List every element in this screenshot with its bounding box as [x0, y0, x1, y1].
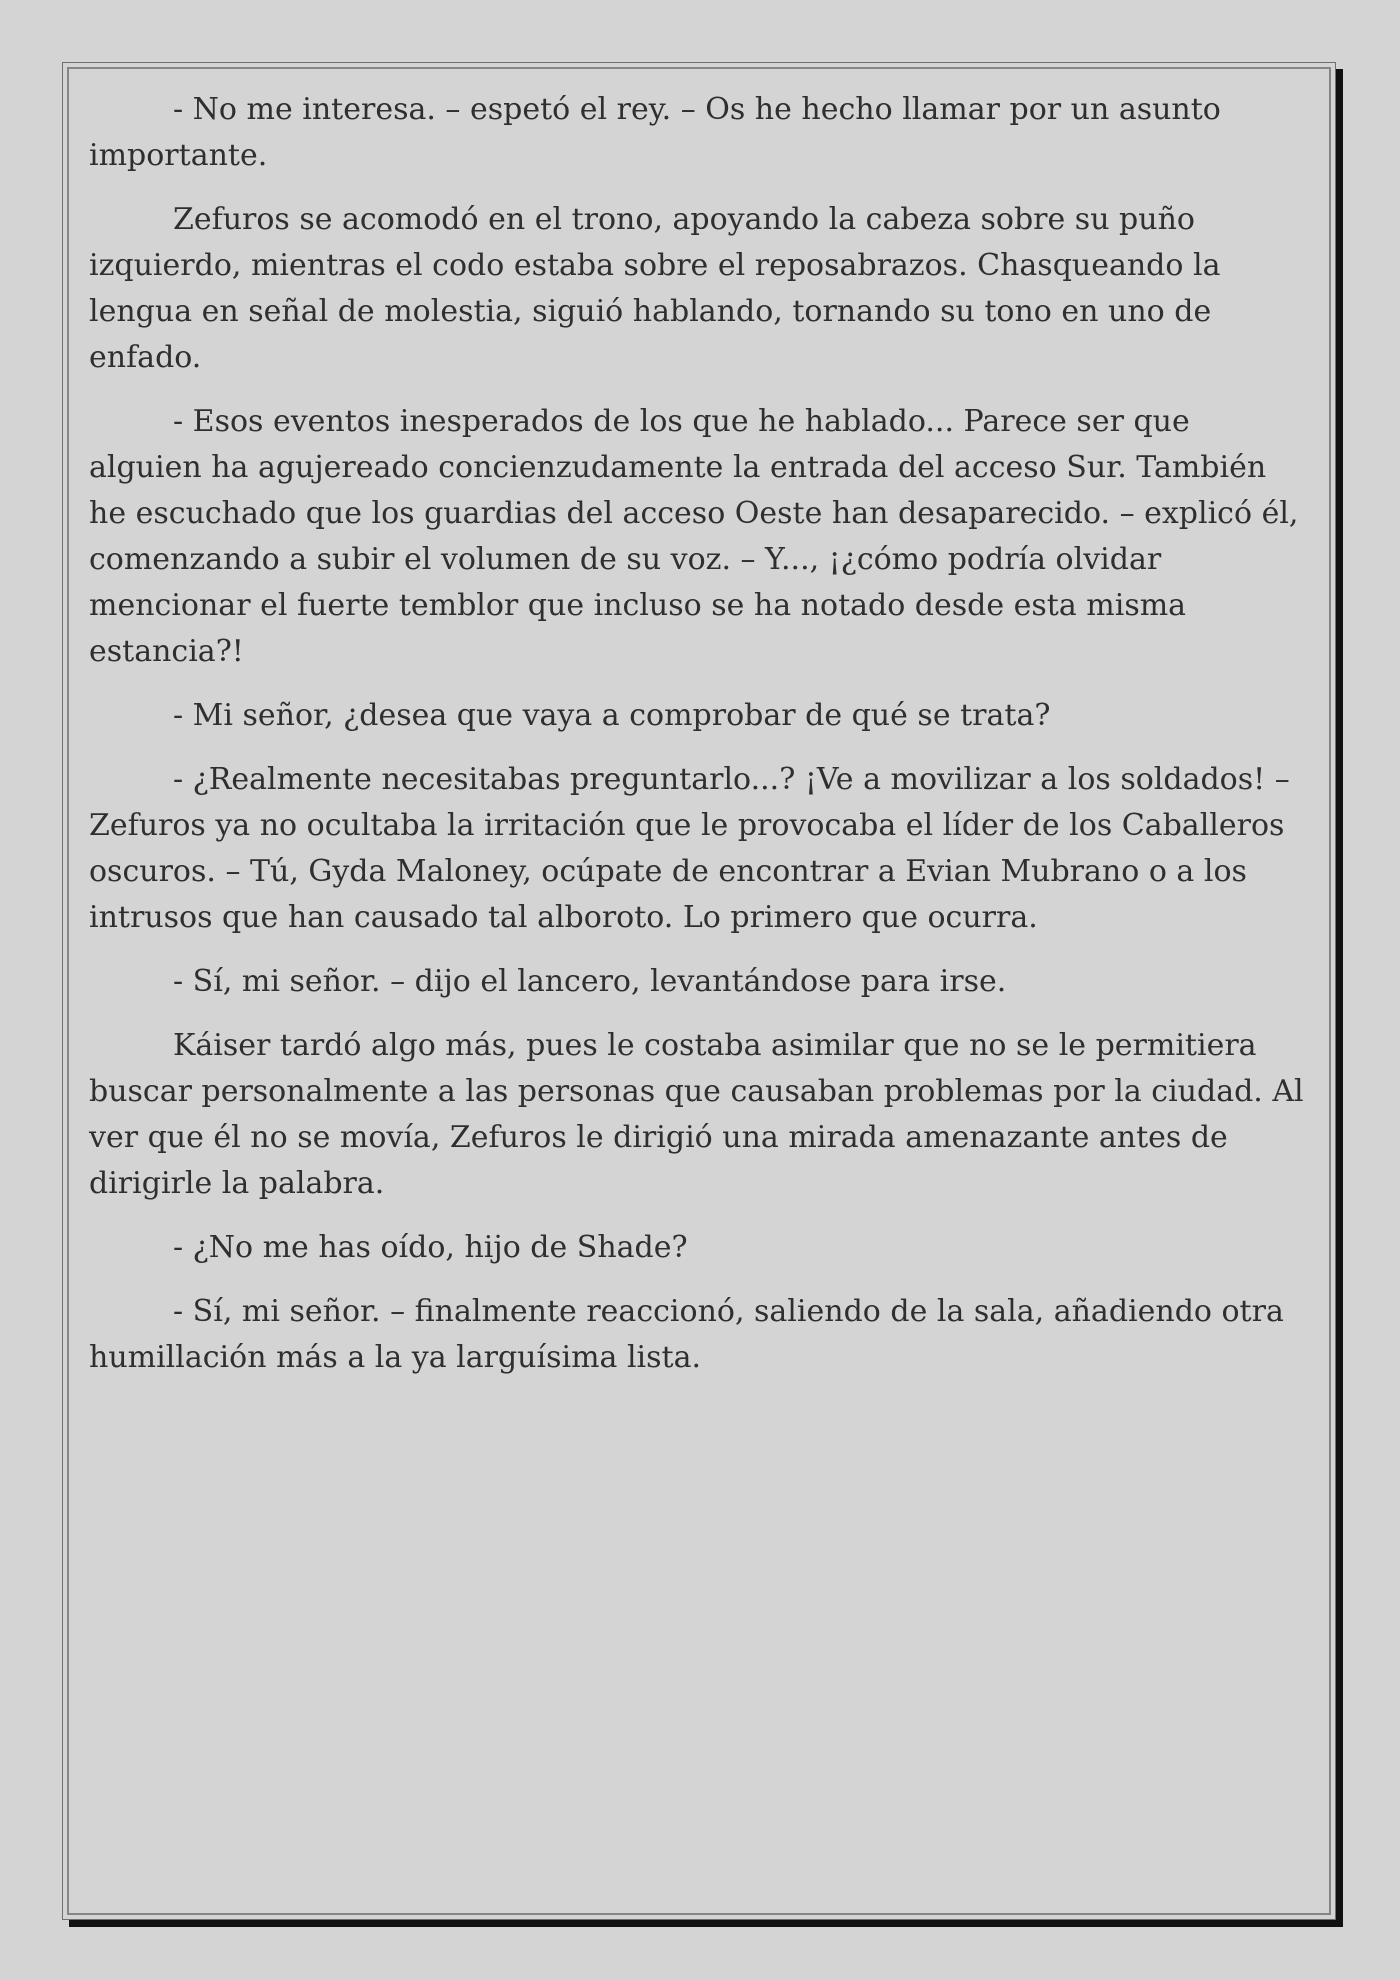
paragraph-4: - Mi señor, ¿desea que vaya a comprobar de qué se trata?	[173, 698, 1051, 733]
paragraph-6: - Sí, mi señor. – dijo el lancero, levantándose para irse.	[173, 964, 1007, 999]
paragraph-1: - No me interesa. – espetó el rey. – Os he hecho llamar por un asunto importante.	[89, 92, 1221, 173]
paragraph-5: - ¿Realmente necesitabas preguntarlo...? ¡Ve a movilizar a los soldados! – Zefuros ya no ocultaba la irritación que le provocaba el líder de los Caballeros oscuros. – Tú, Gyda Maloney, ocúpate de encontrar a Evian Mubrano o a los intrusos que han causado tal alboroto. Lo primero que ocurra.	[89, 762, 1290, 935]
paragraph-7: Káiser tardó algo más, pues le costaba asimilar que no se le permitiera buscar personalmente a las personas que causaban problemas por la ciudad. Al ver que él no se movía, Zefuros le dirigió una mirada amenazante antes de dirigirle la palabra.	[89, 1028, 1304, 1201]
paragraph-8: - ¿No me has oído, hijo de Shade?	[173, 1230, 688, 1265]
page-content	[67, 67, 1331, 1915]
paragraph-3: - Esos eventos inesperados de los que he hablado... Parece ser que alguien ha agujereado concienzudamente la entrada del acceso Sur. También he escuchado que los guardias del acceso Oeste han desaparecido. – explicó él, comenzando a subir el volumen de su voz. – Y..., ¡¿cómo podría olvidar mencionar el fuerte temblor que incluso se ha notado desde esta misma estancia?!	[89, 404, 1299, 669]
page-frame	[62, 62, 1336, 1920]
paragraph-2: Zefuros se acomodó en el trono, apoyando la cabeza sobre su puño izquierdo, mientras el codo estaba sobre el reposabrazos. Chasqueando la lengua en señal de molestia, siguió hablando, tornando su tono en uno de enfado.	[89, 202, 1221, 375]
paragraph-9: - Sí, mi señor. – finalmente reaccionó, saliendo de la sala, añadiendo otra humillación más a la ya larguísima lista.	[89, 1294, 1284, 1375]
